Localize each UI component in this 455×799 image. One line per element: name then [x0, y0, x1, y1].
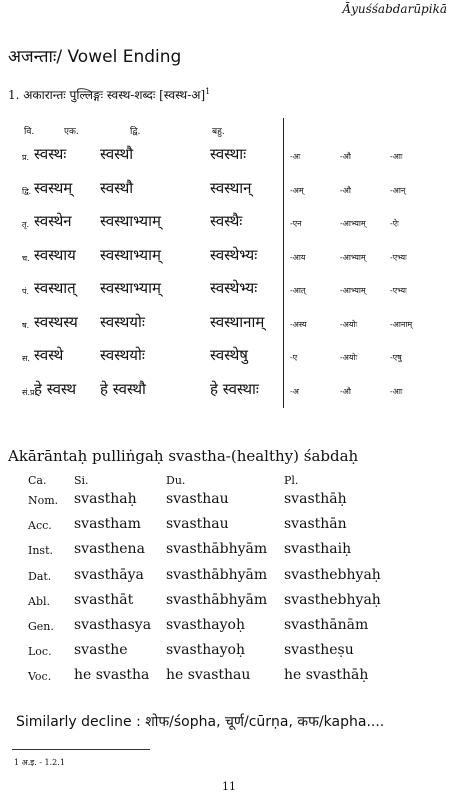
translit-form-cell: svasthayoḥ	[166, 617, 245, 633]
footnote-rule	[12, 749, 150, 750]
translit-form-cell: he svasthau	[166, 667, 251, 684]
translit-table-row	[0, 616, 455, 641]
dev-form-cell: हे स्वस्थ	[34, 379, 77, 398]
dev-ending-cell: -औ	[340, 185, 351, 195]
dev-form-cell: स्वस्थान्	[210, 178, 252, 197]
dev-table-row	[22, 142, 446, 172]
dev-ending-cell: -आः	[390, 152, 403, 161]
dev-ending-cell: -अम्	[290, 185, 304, 195]
dev-form-cell: स्वस्थयोः	[100, 346, 145, 364]
dev-form-cell: स्वस्थेभ्यः	[210, 245, 258, 264]
dev-form-cell: स्वस्थम्	[34, 178, 73, 197]
dev-table-row	[22, 176, 446, 206]
dev-ending-cell: -आय	[290, 252, 306, 262]
dev-column-header: वि.	[24, 127, 35, 137]
dev-case-label: च.	[22, 253, 30, 263]
footnote-marker: 1	[205, 87, 211, 96]
translit-form-cell: svasthāt	[74, 591, 134, 608]
dev-form-cell: स्वस्थाभ्याम्	[100, 279, 161, 297]
dev-case-label: सं.प्र.	[22, 387, 38, 397]
translit-table-row	[0, 515, 455, 540]
translit-form-cell: svasthaiḥ	[284, 541, 352, 558]
dev-ending-cell: -ए	[290, 353, 298, 362]
translit-column-header: Si.	[74, 474, 89, 487]
translit-form-cell: svastheṣu	[284, 642, 354, 659]
dev-case-label: स.	[22, 354, 30, 363]
page-number: 11	[222, 780, 236, 793]
dev-form-cell: स्वस्थाय	[34, 245, 76, 264]
translit-form-cell: svasthānām	[284, 617, 369, 633]
dev-ending-cell: -आत्	[290, 286, 306, 295]
dev-form-cell: हे स्वस्थौ	[100, 379, 146, 398]
translit-form-cell: svasthau	[166, 516, 229, 533]
dev-table-row	[22, 209, 446, 239]
dev-form-cell: स्वस्थस्य	[34, 312, 78, 331]
dev-form-cell: स्वस्थेषु	[210, 346, 248, 364]
dev-column-header: बहु.	[212, 127, 225, 137]
translit-form-cell: he svasthāḥ	[284, 667, 369, 684]
dev-form-cell: हे स्वस्थाः	[210, 379, 259, 398]
translit-form-cell: svasthābhyām	[166, 541, 268, 558]
translit-form-cell: svasthau	[166, 491, 229, 507]
dev-table-row	[22, 377, 446, 407]
dev-ending-cell: -अयोः	[340, 319, 358, 329]
dev-form-cell: स्वस्थाभ्याम्	[100, 245, 161, 264]
dev-ending-cell: -एभ्यः	[390, 252, 407, 262]
dev-table-row	[22, 243, 446, 273]
dev-ending-cell: -अः	[290, 152, 301, 161]
running-head: Āyuśśabdarūpikā	[342, 2, 447, 16]
dev-table-row	[22, 276, 446, 306]
dev-form-cell: स्वस्थाभ्याम्	[100, 212, 161, 230]
translit-form-cell: svastham	[74, 516, 141, 533]
translit-form-cell: svasthāya	[74, 566, 144, 583]
dev-form-cell: स्वस्थौ	[100, 145, 134, 163]
dev-ending-cell: -अ	[290, 386, 299, 396]
translit-table-row	[0, 490, 455, 515]
transliteration-heading: Akārāntaḥ pulliṅgaḥ svastha-(healthy) śabdaḥ	[8, 447, 359, 465]
translit-case-label: Loc.	[28, 645, 52, 659]
translit-case-label: Abl.	[28, 594, 50, 608]
dev-case-label: ष.	[22, 320, 30, 330]
translit-form-cell: svasthebhyaḥ	[284, 566, 381, 583]
dev-table-row	[22, 343, 446, 373]
dev-ending-cell: -औ	[340, 386, 351, 396]
translit-form-cell: svasthebhyaḥ	[284, 591, 381, 608]
dev-ending-cell: -आभ्याम्	[340, 286, 366, 295]
translit-form-cell: svasthena	[74, 541, 145, 558]
translit-form-cell: svasthasya	[74, 617, 152, 633]
translit-form-cell: svasthe	[74, 642, 128, 659]
dev-ending-cell: -आः	[390, 386, 403, 396]
dev-form-cell: स्वस्थेभ्यः	[210, 279, 258, 297]
devanagari-heading	[8, 86, 210, 103]
dev-ending-cell: -ऐः	[390, 219, 399, 228]
dev-ending-cell: -आभ्याम्	[340, 219, 366, 228]
translit-form-cell: svasthaḥ	[74, 491, 137, 507]
translit-table-row	[0, 591, 455, 616]
translit-case-label: Gen.	[28, 620, 54, 633]
translit-form-cell: svasthābhyām	[166, 591, 268, 608]
translit-case-label: Voc.	[28, 670, 52, 684]
section-title: अजन्ताः/ Vowel Ending	[8, 47, 182, 67]
translit-case-label: Acc.	[28, 519, 52, 533]
translit-table-row	[0, 641, 455, 666]
dev-form-cell: स्वस्थेन	[34, 212, 72, 230]
table-divider	[283, 118, 284, 408]
dev-ending-cell: -अस्य	[290, 319, 307, 329]
dev-form-cell: स्वस्थयोः	[100, 312, 145, 331]
dev-form-cell: स्वस्थौ	[100, 178, 134, 197]
translit-column-header: Du.	[166, 474, 186, 487]
translit-case-label: Nom.	[28, 494, 59, 507]
translit-form-cell: svasthābhyām	[166, 566, 268, 583]
dev-case-label: तृ.	[22, 220, 30, 229]
translit-form-cell: svasthān	[284, 516, 347, 533]
dev-column-header: द्वि.	[130, 127, 141, 137]
translit-form-cell: svasthayoḥ	[166, 642, 245, 659]
dev-ending-cell: -आनाम्	[390, 319, 413, 329]
dev-form-cell: स्वस्थानाम्	[210, 312, 265, 331]
translit-column-header: Ca.	[28, 474, 47, 487]
translit-table-row	[0, 540, 455, 565]
translit-form-cell: he svastha	[74, 667, 150, 684]
dev-form-cell: स्वस्थात्	[34, 279, 76, 297]
translit-form-cell: svasthāḥ	[284, 491, 347, 507]
translit-table-row	[0, 566, 455, 591]
dev-column-header: एक.	[64, 127, 79, 137]
translit-case-label: Dat.	[28, 569, 52, 583]
dev-ending-cell: -अयोः	[340, 353, 358, 362]
dev-form-cell: स्वस्थः	[34, 145, 67, 163]
dev-table-row	[22, 310, 446, 340]
dev-ending-cell: -आन्	[390, 185, 406, 195]
dev-form-cell: स्वस्थे	[34, 346, 64, 364]
dev-ending-cell: -औ	[340, 152, 351, 161]
dev-case-label: पं.	[22, 287, 30, 296]
translit-case-label: Inst.	[28, 544, 53, 558]
dev-ending-cell: -एषु	[390, 353, 402, 362]
similarly-decline-note: Similarly decline : शोफ/śopha, चूर्ण/cūrṇa, कफ/kapha....	[16, 714, 385, 730]
dev-ending-cell: -एभ्यः	[390, 286, 407, 295]
dev-ending-cell: -एन	[290, 219, 302, 228]
dev-form-cell: स्वस्थैः	[210, 212, 243, 230]
translit-table-row	[0, 666, 455, 691]
translit-column-header: Pl.	[284, 474, 299, 487]
footnote: 1 अ.इ. - 1.2.1	[14, 758, 65, 767]
dev-case-label: प्र.	[22, 153, 30, 162]
devanagari-heading-text: 1. अकारान्तः पुल्लिङ्गः स्वस्थ-शब्दः [स्वस्थ-अ]	[8, 88, 206, 102]
dev-ending-cell: -आभ्याम्	[340, 252, 366, 262]
dev-form-cell: स्वस्थाः	[210, 145, 247, 163]
dev-case-label: द्वि.	[22, 186, 32, 196]
